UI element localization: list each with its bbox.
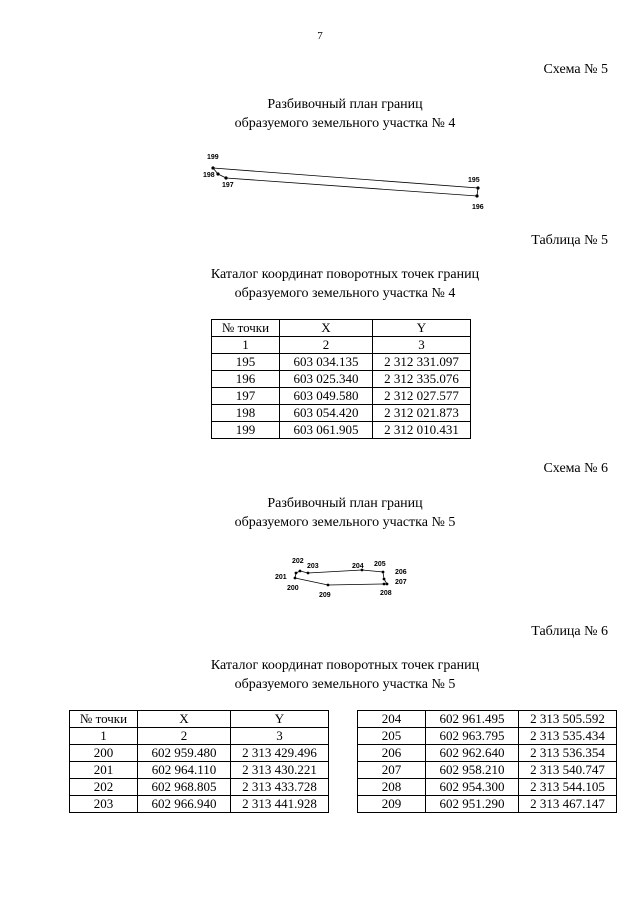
index-cell: 1 (70, 728, 138, 745)
x-cell: 603 049.580 (280, 388, 373, 405)
x-cell: 602 961.495 (426, 711, 519, 728)
table-5-title-line2: образуемого земельного участка № 4 (234, 286, 456, 301)
scheme-6-title-line1: Разбивочный план границ (267, 496, 423, 511)
index-cell: 2 (280, 337, 373, 354)
header-point: № точки (212, 320, 280, 337)
scheme-6-point-206 (383, 578, 386, 581)
scheme-5-label-199: 199 (207, 154, 219, 161)
x-cell: 602 964.110 (138, 762, 231, 779)
table-row (212, 422, 471, 439)
y-cell: 2 313 544.105 (519, 779, 617, 796)
scheme-6-label-209: 209 (319, 592, 331, 599)
table-row (212, 354, 471, 371)
scheme-6-point-201 (295, 572, 298, 575)
scheme-5-title (0, 95, 640, 133)
x-cell: 603 025.340 (280, 371, 373, 388)
table-5-title (0, 265, 640, 303)
point-cell: 201 (70, 762, 138, 779)
point-cell: 205 (358, 728, 426, 745)
scheme-5-title-line2: образуемого земельного участка № 4 (234, 116, 456, 131)
scheme-6-point-208 (383, 583, 386, 586)
table-row (212, 405, 471, 422)
header-x: X (280, 320, 373, 337)
x-cell: 603 061.905 (280, 422, 373, 439)
y-cell: 2 312 021.873 (373, 405, 471, 422)
scheme-6-point-207 (386, 583, 389, 586)
scheme-6-label-206: 206 (395, 569, 407, 576)
y-cell: 2 313 433.728 (231, 779, 329, 796)
point-cell: 204 (358, 711, 426, 728)
point-cell: 199 (212, 422, 280, 439)
index-cell: 3 (373, 337, 471, 354)
point-cell: 197 (212, 388, 280, 405)
x-cell: 602 959.480 (138, 745, 231, 762)
point-cell: 198 (212, 405, 280, 422)
header-y: Y (373, 320, 471, 337)
scheme-5-point-198 (216, 172, 219, 175)
scheme-5-title-line1: Разбивочный план границ (267, 97, 423, 112)
table-5-caption: Таблица № 5 (531, 233, 608, 248)
scheme-5-plan (195, 148, 495, 218)
table-header-row (70, 711, 329, 728)
table-6-left (69, 710, 329, 813)
scheme-6-point-209 (327, 584, 330, 587)
x-cell: 602 962.640 (426, 745, 519, 762)
scheme-6-label-207: 207 (395, 579, 407, 586)
x-cell: 602 963.795 (426, 728, 519, 745)
table-row (358, 745, 617, 762)
scheme-5-point-197 (224, 176, 227, 179)
point-cell: 209 (358, 796, 426, 813)
y-cell: 2 312 335.076 (373, 371, 471, 388)
index-cell: 3 (231, 728, 329, 745)
table-index-row (212, 337, 471, 354)
table-6-right (357, 710, 617, 813)
scheme-6-label-202: 202 (292, 558, 304, 565)
scheme-5-boundary (213, 168, 478, 196)
y-cell: 2 313 430.221 (231, 762, 329, 779)
table-row (358, 728, 617, 745)
table-row (212, 371, 471, 388)
table-row (358, 779, 617, 796)
header-y: Y (231, 711, 329, 728)
table-header-row (212, 320, 471, 337)
y-cell: 2 313 536.354 (519, 745, 617, 762)
scheme-6-point-203 (307, 572, 310, 575)
x-cell: 602 958.210 (426, 762, 519, 779)
scheme-6-plan (270, 552, 420, 602)
scheme-6-title (0, 494, 640, 532)
table-row (70, 779, 329, 796)
table-6-title-line2: образуемого земельного участка № 5 (234, 677, 456, 692)
table-6-title-line1: Каталог координат поворотных точек границ (210, 658, 480, 673)
y-cell: 2 312 331.097 (373, 354, 471, 371)
table-6-caption: Таблица № 6 (531, 624, 608, 639)
scheme-5-point-195 (476, 186, 479, 189)
header-point: № точки (70, 711, 138, 728)
scheme-6-label-204: 204 (352, 563, 364, 570)
table-row (70, 745, 329, 762)
table-row (358, 762, 617, 779)
table-6-title (0, 656, 640, 694)
header-x: X (138, 711, 231, 728)
scheme-6-label-205: 205 (374, 561, 386, 568)
scheme-6-caption: Схема № 6 (543, 461, 608, 476)
y-cell: 2 313 535.434 (519, 728, 617, 745)
x-cell: 602 954.300 (426, 779, 519, 796)
scheme-5-point-196 (475, 194, 478, 197)
point-cell: 206 (358, 745, 426, 762)
point-cell: 202 (70, 779, 138, 796)
scheme-5-label-198: 198 (203, 172, 215, 179)
y-cell: 2 312 027.577 (373, 388, 471, 405)
y-cell: 2 313 467.147 (519, 796, 617, 813)
table-5 (211, 319, 471, 439)
scheme-6-point-205 (382, 571, 385, 574)
y-cell: 2 313 441.928 (231, 796, 329, 813)
table-row (212, 388, 471, 405)
index-cell: 2 (138, 728, 231, 745)
x-cell: 602 966.940 (138, 796, 231, 813)
x-cell: 602 968.805 (138, 779, 231, 796)
scheme-6-title-line2: образуемого земельного участка № 5 (234, 515, 456, 530)
point-cell: 208 (358, 779, 426, 796)
table-row (358, 796, 617, 813)
y-cell: 2 313 540.747 (519, 762, 617, 779)
scheme-6-label-200: 200 (287, 585, 299, 592)
x-cell: 603 034.135 (280, 354, 373, 371)
scheme-6-point-202 (299, 570, 302, 573)
point-cell: 207 (358, 762, 426, 779)
y-cell: 2 313 429.496 (231, 745, 329, 762)
point-cell: 195 (212, 354, 280, 371)
table-row (70, 796, 329, 813)
point-cell: 196 (212, 371, 280, 388)
y-cell: 2 313 505.592 (519, 711, 617, 728)
scheme-5-label-197: 197 (222, 182, 234, 189)
scheme-5-point-199 (211, 166, 214, 169)
scheme-5-caption: Схема № 5 (543, 62, 608, 77)
table-index-row (70, 728, 329, 745)
scheme-5-label-195: 195 (468, 177, 480, 184)
table-5-title-line1: Каталог координат поворотных точек границ (210, 267, 480, 282)
table-row (358, 711, 617, 728)
point-cell: 200 (70, 745, 138, 762)
y-cell: 2 312 010.431 (373, 422, 471, 439)
scheme-6-point-200 (294, 577, 297, 580)
x-cell: 603 054.420 (280, 405, 373, 422)
x-cell: 602 951.290 (426, 796, 519, 813)
scheme-6-label-203: 203 (307, 563, 319, 570)
scheme-5-label-196: 196 (472, 204, 484, 211)
page-number: 7 (317, 30, 323, 42)
scheme-6-label-208: 208 (380, 590, 392, 597)
point-cell: 203 (70, 796, 138, 813)
index-cell: 1 (212, 337, 280, 354)
scheme-6-label-201: 201 (275, 574, 287, 581)
table-row (70, 762, 329, 779)
